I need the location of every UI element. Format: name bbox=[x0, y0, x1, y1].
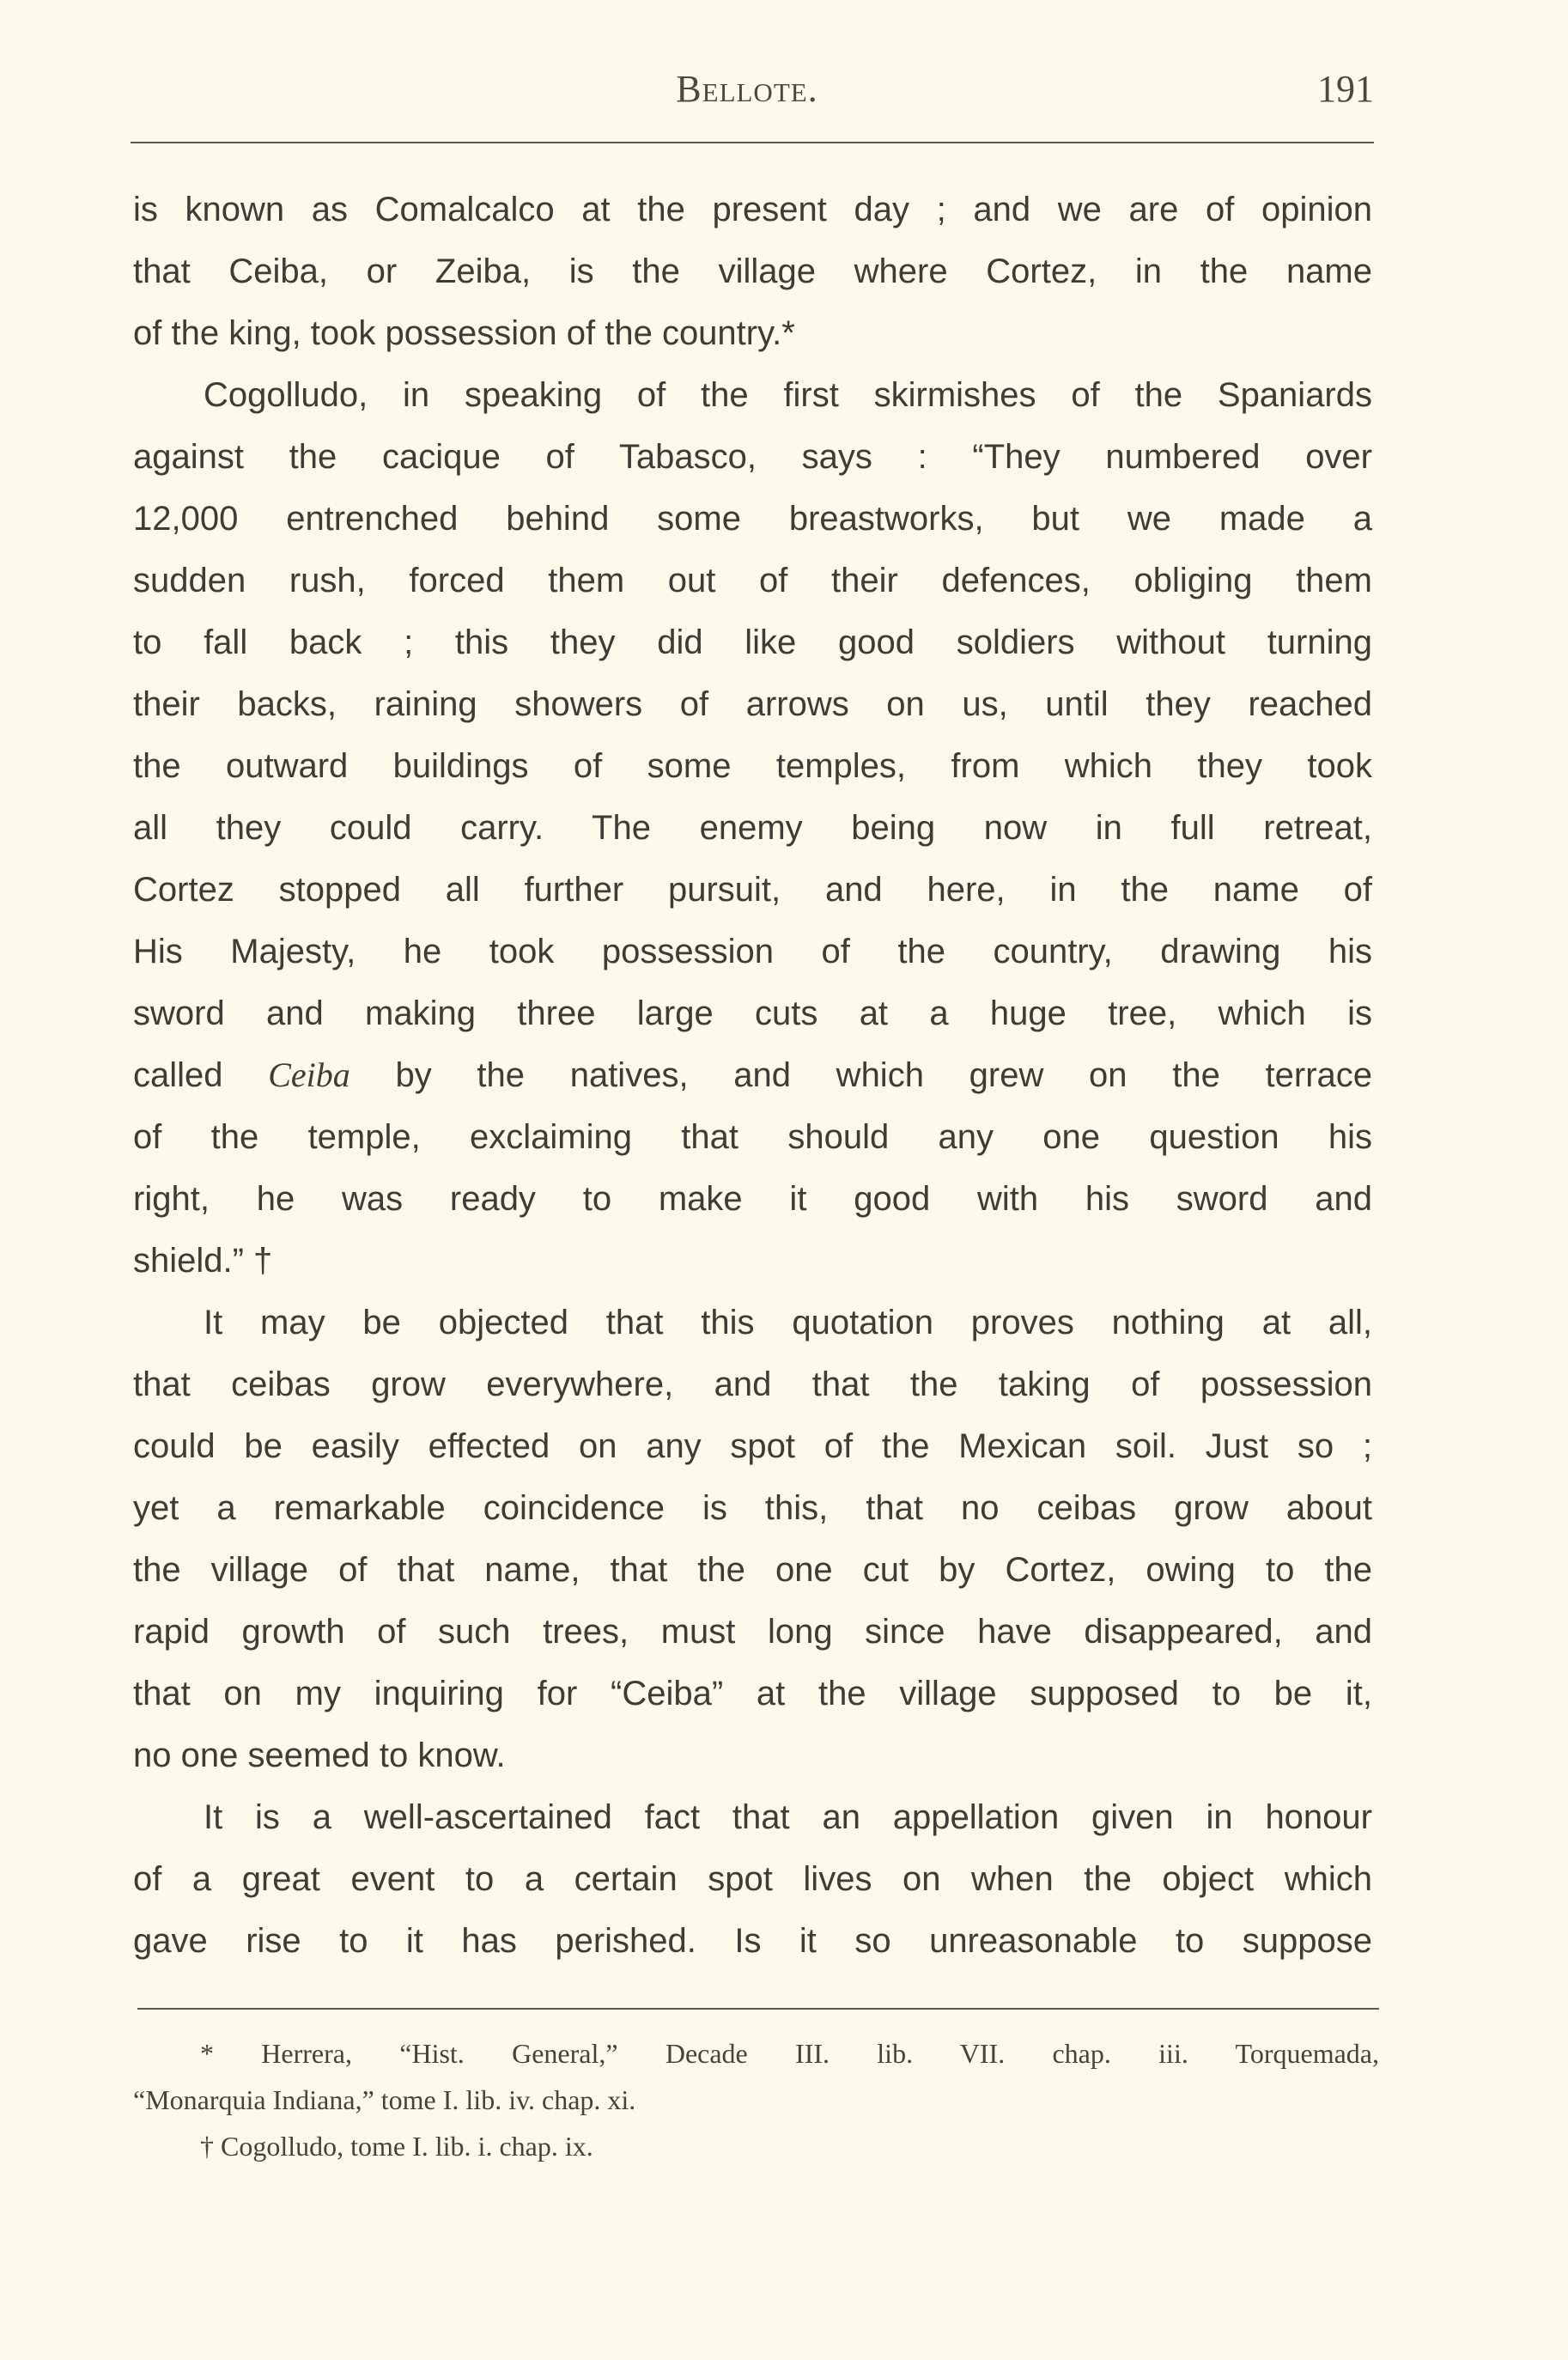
text-line: It is a well-ascertained fact that an appellation given in honour bbox=[204, 1798, 1372, 1836]
text-line: Cortez stopped all further pursuit, and here, in the name of bbox=[133, 871, 1372, 909]
footnote-line: † Cogolludo, tome I. lib. i. chap. ix. bbox=[200, 2131, 593, 2162]
text-line: to fall back ; this they did like good soldiers without turning bbox=[133, 623, 1372, 661]
footnote-line: * Herrera, “Hist. General,” Decade III. lib. VII. chap. iii. Torquemada, bbox=[200, 2038, 1379, 2069]
text-line: no one seemed to know. bbox=[133, 1737, 506, 1774]
text-line: the outward buildings of some temples, from which they took bbox=[133, 747, 1372, 785]
header-rule bbox=[131, 142, 1374, 143]
text-line: sword and making three large cuts at a huge tree, which is bbox=[133, 994, 1372, 1032]
text-line: the village of that name, that the one cut by Cortez, owing to the bbox=[133, 1551, 1372, 1589]
text-line: all they could carry. The enemy being now in full retreat, bbox=[133, 809, 1372, 847]
text-line: right, he was ready to make it good with his sword and bbox=[133, 1180, 1372, 1218]
text-line: their backs, raining showers of arrows on us, until they reached bbox=[133, 685, 1372, 723]
text-line: is known as Comalcalco at the present day ; and we are of opinion bbox=[133, 191, 1372, 228]
text-line: shield.” † bbox=[133, 1242, 273, 1280]
text-line: could be easily effected on any spot of the Mexican soil. Just so ; bbox=[133, 1427, 1372, 1465]
text-line: rapid growth of such trees, must long since have disappeared, and bbox=[133, 1613, 1372, 1651]
text-line: of a great event to a certain spot lives on when the object which bbox=[133, 1860, 1372, 1898]
footnotes bbox=[133, 2030, 1379, 2169]
footnote-rule bbox=[137, 2008, 1379, 2010]
text-line: against the cacique of Tabasco, says : “They numbered over bbox=[133, 438, 1372, 476]
text-line: sudden rush, forced them out of their defences, obliging them bbox=[133, 562, 1372, 599]
text-line: It may be objected that this quotation proves nothing at all, bbox=[204, 1304, 1372, 1341]
text-line: of the king, took possession of the country.* bbox=[133, 314, 795, 352]
running-title: Bellote. bbox=[676, 68, 818, 110]
text-line: called Ceiba by the natives, and which grew on the terrace bbox=[133, 1055, 1373, 1094]
italic-term: Ceiba bbox=[268, 1055, 350, 1094]
text-line: His Majesty, he took possession of the country, drawing his bbox=[133, 933, 1372, 970]
text-line: Cogolludo, in speaking of the first skirmishes of the Spaniards bbox=[204, 376, 1372, 414]
text-line: gave rise to it has perished. Is it so unreasonable to suppose bbox=[133, 1922, 1372, 1960]
footnote-line: “Monarquia Indiana,” tome I. lib. iv. chap. xi. bbox=[133, 2084, 636, 2115]
text-line: that ceibas grow everywhere, and that the taking of possession bbox=[133, 1366, 1372, 1403]
body-text bbox=[133, 179, 1372, 1972]
page-number: 191 bbox=[1317, 68, 1374, 110]
text-line: that Ceiba, or Zeiba, is the village where Cortez, in the name bbox=[133, 252, 1372, 290]
text-line: 12,000 entrenched behind some breastworks, but we made a bbox=[133, 500, 1372, 538]
text-line: of the temple, exclaiming that should any one question his bbox=[133, 1118, 1372, 1156]
text-line: yet a remarkable coincidence is this, that no ceibas grow about bbox=[133, 1489, 1372, 1527]
text-line: that on my inquiring for “Ceiba” at the village supposed to be it, bbox=[133, 1675, 1372, 1712]
